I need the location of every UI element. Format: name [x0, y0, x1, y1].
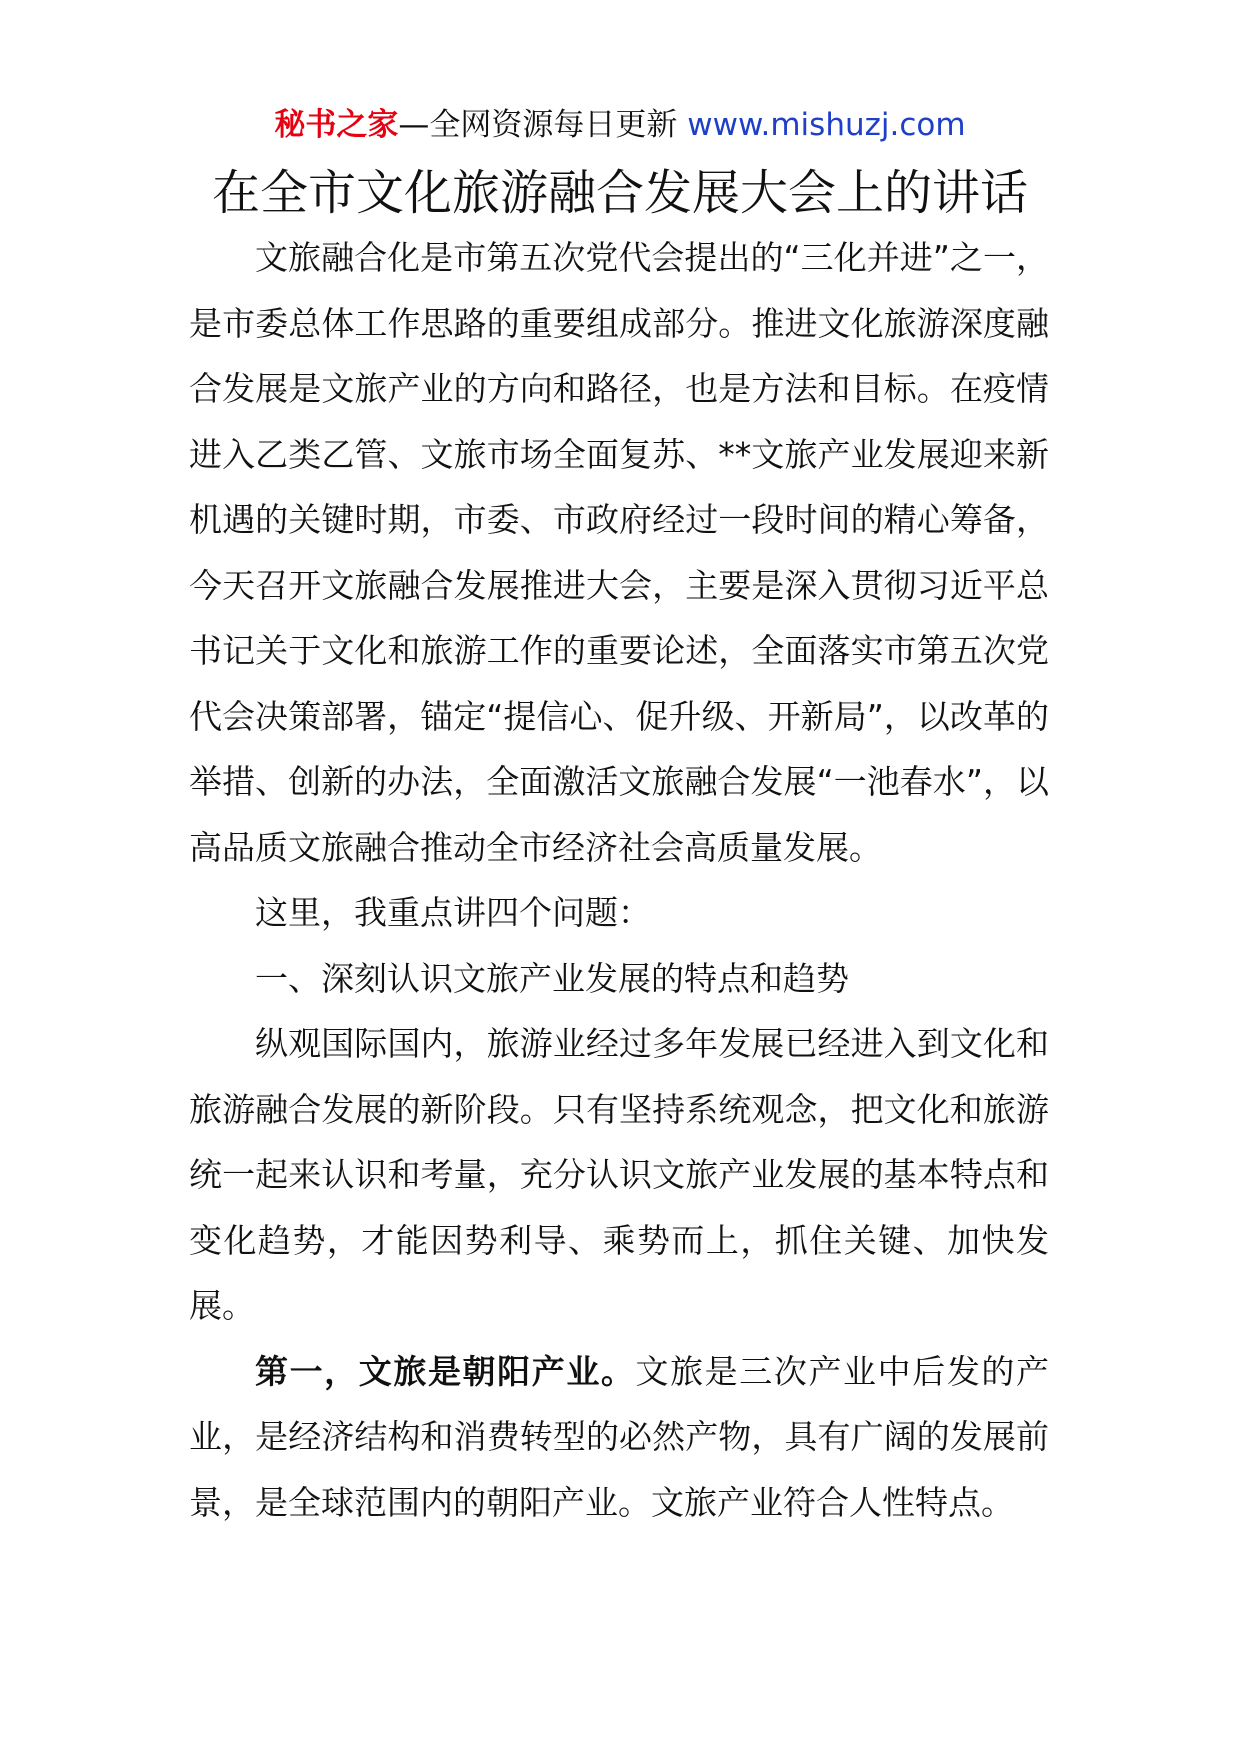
point-1-text: 文旅是三次产业中后发的产业，是经济结构和消费转型的必然产物，具有广阔的发展前景，是全球范围内的朝阳产业。文旅产业符合人性特点。 — [189, 1351, 1050, 1522]
section-1-paragraph: 纵观国际国内，旅游业经过多年发展已经进入到文化和旅游融合发展的新阶段。只有坚持系统观念，把文化和旅游统一起来认识和考量，充分认识文旅产业发展的基本特点和变化趋势，才能因势利导、乘势而上，抓住关键、加快发展。 — [189, 1024, 1049, 1325]
site-tagline: —全网资源每日更新 — [398, 107, 688, 143]
point-1-paragraph — [189, 1339, 1049, 1536]
intro-paragraph: 文旅融合化是市第五次党代会提出的“三化并进”之一，是市委总体工作思路的重要组成部分。推进文化旅游深度融合发展是文旅产业的方向和路径，也是方法和目标。在疫情进入乙类乙管、文旅市场全面复苏、**文旅产业发展迎来新机遇的关键时期，市委、市政府经过一段时间的精心筹备，今天召开文旅融合发展推进大会，主要是深入贯彻习近平总书记关于文化和旅游工作的重要论述，全面落实市第五次党代会决策部署，锚定“提信心、促升级、开新局”，以改革的举措、创新的办法，全面激活文旅融合发展“一池春水”，以高品质文旅融合推动全市经济社会高质量发展。 — [189, 238, 1049, 867]
outline-paragraph: 这里，我重点讲四个问题： — [255, 893, 651, 932]
site-url-link[interactable]: www.mishuzj.com — [687, 107, 966, 143]
site-banner — [0, 100, 1240, 150]
site-name: 秘书之家 — [274, 107, 399, 143]
point-1-lead: 第一，文旅是朝阳产业。 — [255, 1351, 636, 1391]
document-title: 在全市文化旅游融合发展大会上的讲话 — [211, 165, 1028, 221]
section-heading-1: 一、深刻认识文旅产业发展的特点和趋势 — [255, 958, 849, 998]
document-body — [189, 225, 1049, 1535]
